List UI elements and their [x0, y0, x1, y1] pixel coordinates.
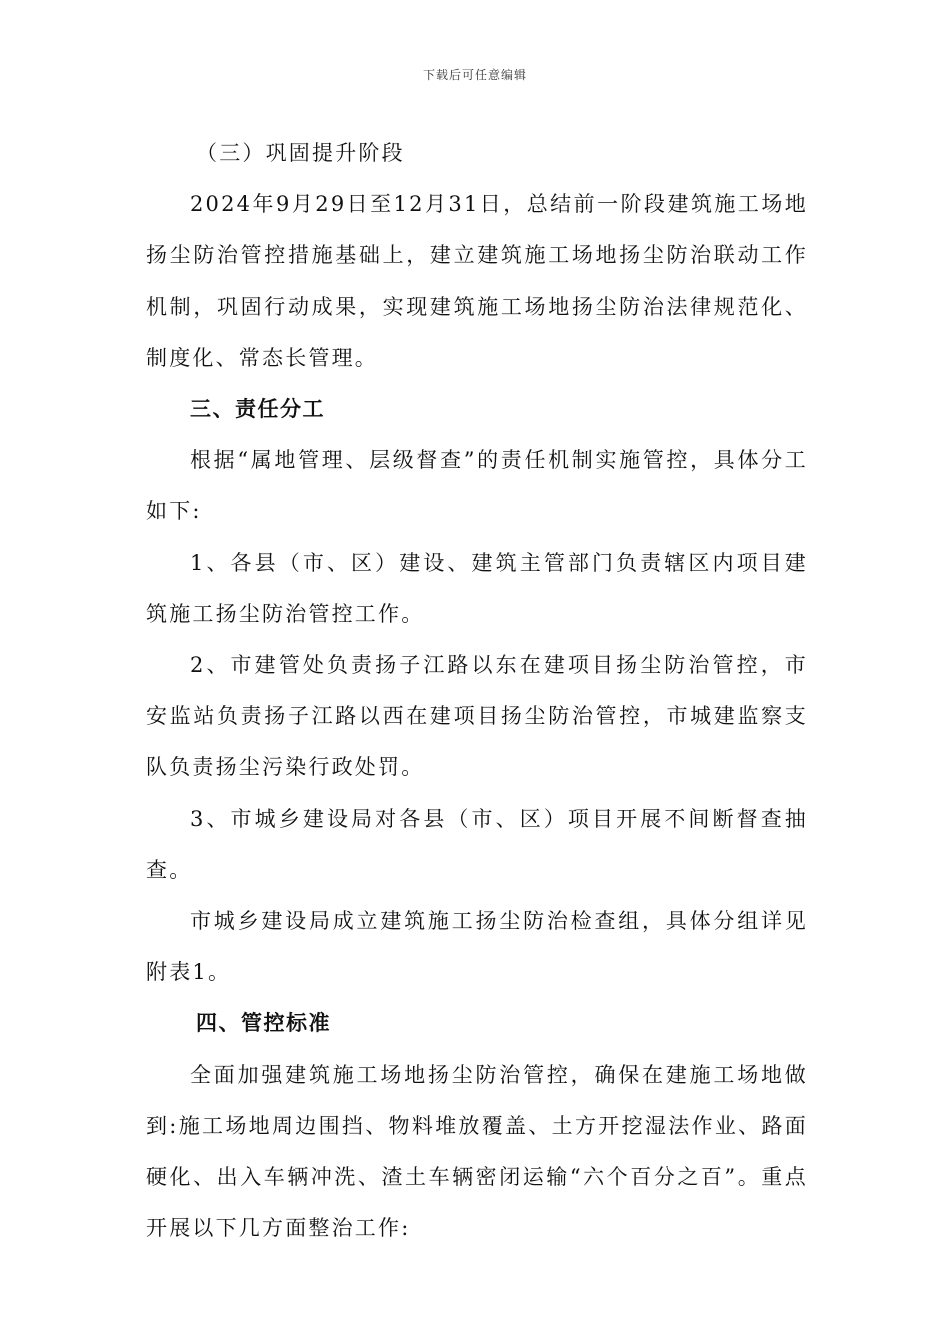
- sub-heading-phase-3: （三）巩固提升阶段: [196, 141, 405, 165]
- document-body: [146, 128, 808, 1254]
- paragraph-responsibility-intro: 根据“属地管理、层级督查”的责任机制实施管控，具体分工如下:: [146, 448, 808, 524]
- section-heading-responsibility: 三、责任分工: [190, 397, 325, 422]
- paragraph-phase-3: 2024年9月29日至12月31日，总结前一阶段建筑施工场地扬尘防治管控措施基础上，建立建筑施工场地扬尘防治联动工作机制，巩固行动成果，实现建筑施工场地扬尘防治法律规范化、制度化、常态长管理。: [146, 192, 808, 370]
- page-header-note: 下载后可任意编辑: [422, 68, 527, 82]
- paragraph-check-group: 市城乡建设局成立建筑施工扬尘防治检查组，具体分组详见附表1。: [146, 909, 808, 985]
- paragraph-standards: 全面加强建筑施工场地扬尘防治管控，确保在建施工场地做到:施工场地周边围挡、物料堆放覆盖、土方开挖湿法作业、路面硬化、出入车辆冲洗、渣土车辆密闭运输“六个百分之百”。重点开展以下几方面整治工作:: [146, 1062, 808, 1241]
- list-item-1: 1、各县（市、区）建设、建筑主管部门负责辖区内项目建筑施工扬尘防治管控工作。: [146, 550, 808, 626]
- section-heading-standards: 四、管控标准: [196, 1011, 331, 1036]
- list-item-2: 2、市建管处负责扬子江路以东在建项目扬尘防治管控，市安监站负责扬子江路以西在建项目扬尘防治管控，市城建监察支队负责扬尘污染行政处罚。: [146, 653, 808, 780]
- list-item-3: 3、市城乡建设局对各县（市、区）项目开展不间断督查抽查。: [146, 806, 808, 882]
